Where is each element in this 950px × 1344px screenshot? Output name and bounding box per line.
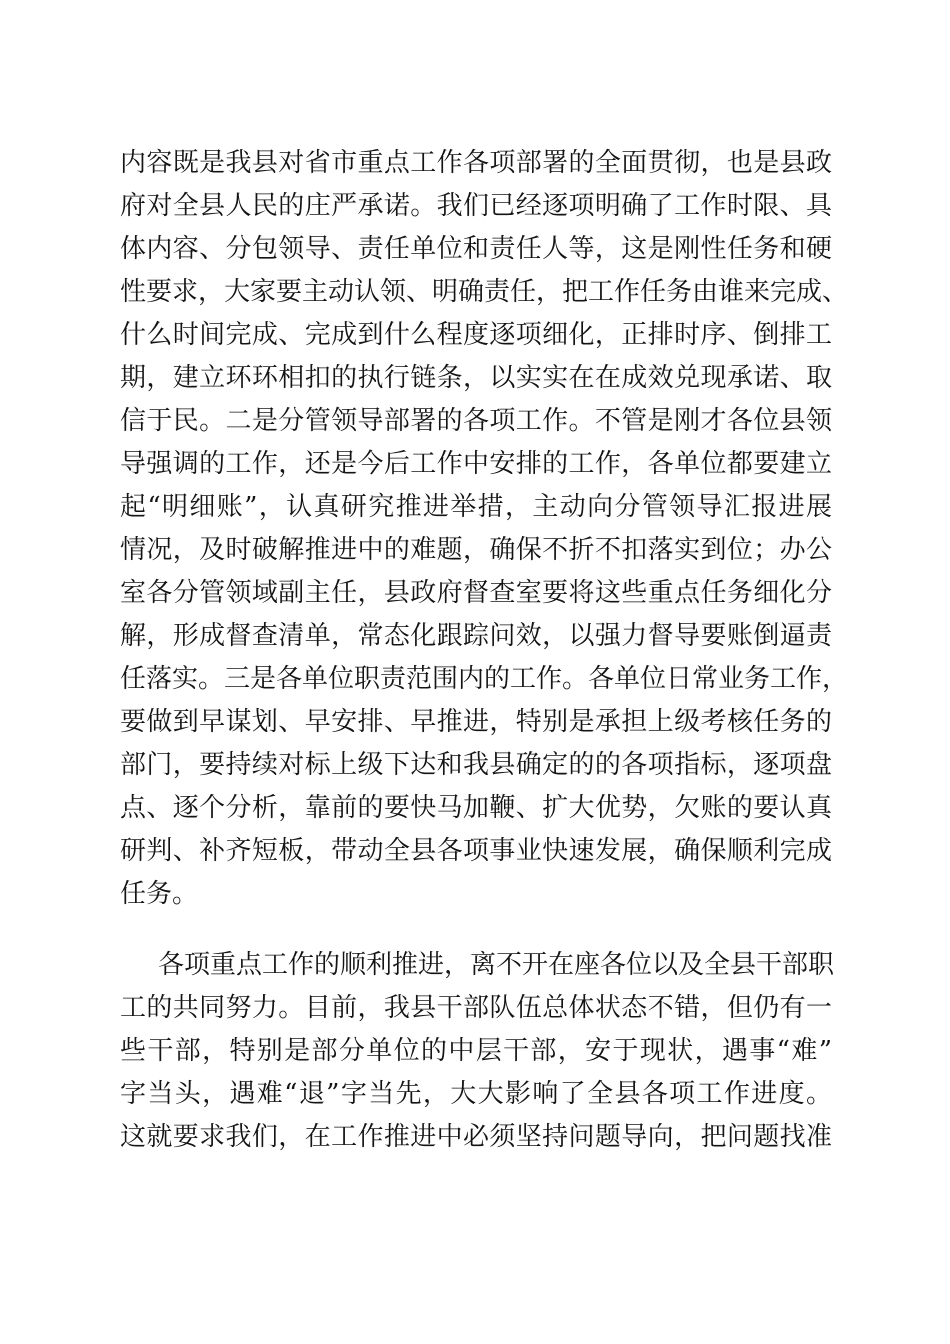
text-line: 各项重点工作的顺利推进，离不开在座各位以及全县干部职 bbox=[158, 950, 835, 980]
text-line: 期，建立环环相扣的执行链条，以实实在在成效兑现承诺、取 bbox=[120, 363, 832, 393]
text-line: 室各分管领域副主任，县政府督查室要将这些重点任务细化分 bbox=[120, 578, 832, 608]
text-line: 解，形成督查清单，常态化跟踪问效，以强力督导要账倒逼责 bbox=[120, 621, 832, 651]
text-line: 情况，及时破解推进中的难题，确保不折不扣落实到位；办公 bbox=[120, 535, 832, 565]
text-line: 内容既是我县对省市重点工作各项部署的全面贯彻，也是县政 bbox=[120, 148, 832, 178]
text-line: 导强调的工作，还是今后工作中安排的工作，各单位都要建立 bbox=[120, 449, 832, 479]
text-line: 任务。 bbox=[120, 879, 199, 909]
text-line: 些干部，特别是部分单位的中层干部，安于现状，遇事“难” bbox=[120, 1036, 832, 1066]
text-line: 府对全县人民的庄严承诺。我们已经逐项明确了工作时限、具 bbox=[120, 191, 832, 221]
text-line: 字当头，遇难“退”字当先，大大影响了全县各项工作进度。 bbox=[120, 1079, 832, 1109]
text-line: 任落实。三是各单位职责范围内的工作。各单位日常业务工作， bbox=[120, 664, 849, 694]
text-line: 部门，要持续对标上级下达和我县确定的的各项指标，逐项盘 bbox=[120, 750, 832, 780]
text-line: 这就要求我们，在工作推进中必须坚持问题导向，把问题找准 bbox=[120, 1122, 832, 1152]
text-line: 起“明细账”，认真研究推进举措，主动向分管领导汇报进展 bbox=[120, 492, 832, 522]
text-line: 研判、补齐短板，带动全县各项事业快速发展，确保顺利完成 bbox=[120, 836, 832, 866]
text-line: 要做到早谋划、早安排、早推进，特别是承担上级考核任务的 bbox=[120, 707, 832, 737]
text-line: 工的共同努力。目前，我县干部队伍总体状态不错，但仍有一 bbox=[120, 993, 832, 1023]
text-line: 性要求，大家要主动认领、明确责任，把工作任务由谁来完成、 bbox=[120, 277, 849, 307]
text-line: 点、逐个分析，靠前的要快马加鞭、扩大优势，欠账的要认真 bbox=[120, 793, 832, 823]
text-line: 体内容、分包领导、责任单位和责任人等，这是刚性任务和硬 bbox=[120, 234, 832, 264]
text-line: 信于民。二是分管领导部署的各项工作。不管是刚才各位县领 bbox=[120, 406, 832, 436]
text-line: 什么时间完成、完成到什么程度逐项细化，正排时序、倒排工 bbox=[120, 320, 832, 350]
